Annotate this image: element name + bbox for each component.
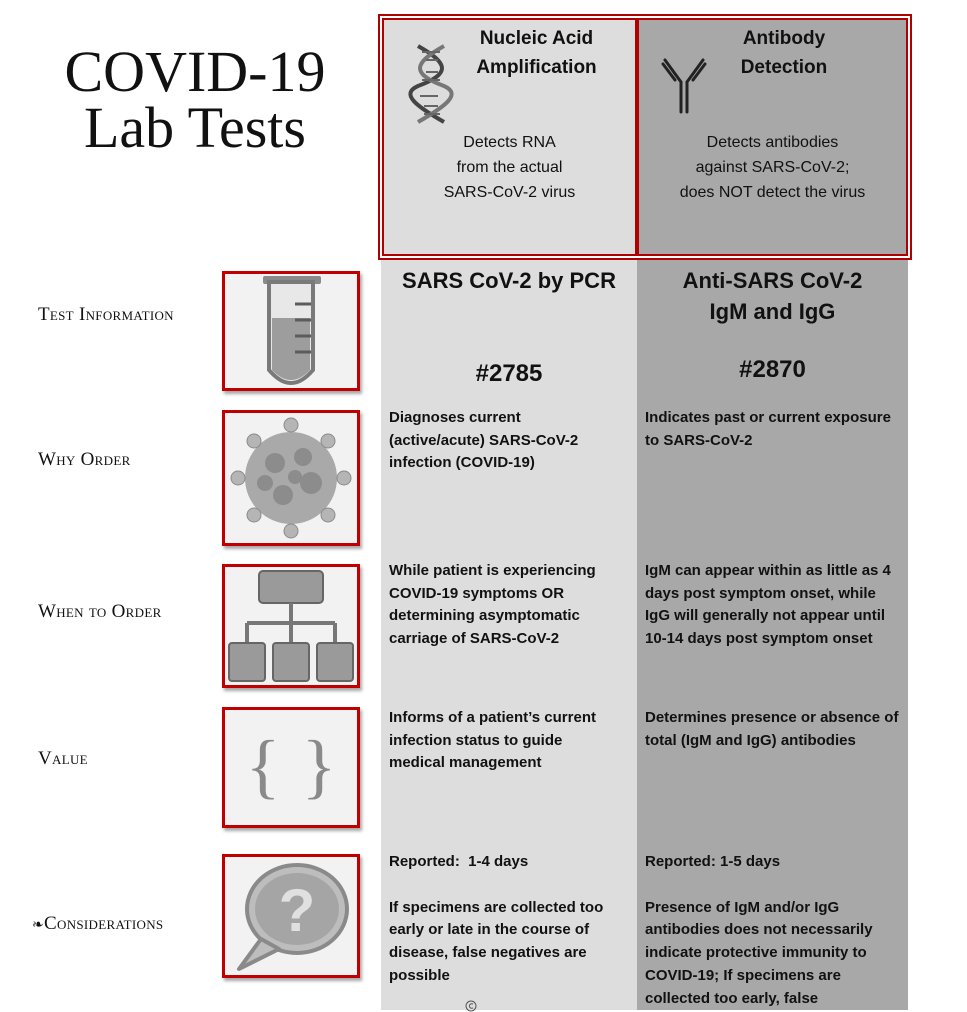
- question-bubble-icon: [225, 857, 357, 975]
- method-title-line-1: Antibody: [742, 28, 826, 49]
- title-line-1: COVID-19: [64, 39, 326, 104]
- test-name-line-1: Anti-SARS CoV-2: [682, 268, 863, 293]
- method-title-line-2: Detection: [740, 57, 828, 78]
- row-icon-considerations: [222, 854, 360, 978]
- method-desc-line: against SARS-CoV-2;: [695, 159, 850, 176]
- pcr-why-order-text: Diagnoses current (active/acute) SARS-CoV-2 infection (COVID-19): [389, 409, 579, 472]
- test-name-antibody: [637, 265, 908, 327]
- antibody-reported-time: Reported: 1-5 days: [645, 853, 781, 870]
- row-icon-value: [222, 707, 360, 828]
- svg-text:?: ?: [278, 877, 316, 944]
- pcr-reported-time: Reported: 1-4 days: [389, 853, 529, 870]
- svg-text:}: }: [301, 726, 337, 806]
- pcr-considerations: [389, 851, 621, 988]
- test-code-antibody: #2870: [739, 356, 806, 383]
- row-label-test-information: Test Information: [38, 304, 174, 325]
- method-desc-line: Detects RNA: [463, 134, 556, 151]
- test-name-pcr: [381, 265, 637, 296]
- row-icon-why-order: [222, 410, 360, 546]
- antibody-value-text: Determines presence or absence of total (IgM and IgG) antibodies: [645, 709, 899, 749]
- svg-text:{: {: [245, 726, 281, 806]
- test-tube-icon: [225, 274, 357, 388]
- method-box-antibody: [637, 18, 908, 256]
- row-label-why-order: Why Order: [38, 449, 131, 470]
- method-desc-line: Detects antibodies: [706, 134, 839, 151]
- row-label-value: Value: [38, 748, 88, 769]
- method-desc-line: from the actual: [456, 159, 563, 176]
- virus-icon: [225, 413, 357, 543]
- row-label-considerations: ❧Considerations: [32, 913, 164, 934]
- row-icon-when-to-order: [222, 564, 360, 688]
- pcr-considerations-text: If specimens are collected too early or late in the course of disease, false negatives are possible: [389, 898, 604, 984]
- title-line-2: Lab Tests: [83, 95, 306, 160]
- antibody-considerations: [645, 851, 900, 1010]
- flourish-glyph: ❧: [32, 918, 45, 933]
- org-chart-icon: [225, 567, 357, 685]
- method-desc-line: SARS-CoV-2 virus: [443, 184, 576, 201]
- test-name-line-2: IgM and IgG: [709, 299, 836, 324]
- copyright-mark-icon: [465, 1000, 477, 1012]
- antibody-when-to-order-text: IgM can appear within as little as 4 days post symptom onset, while IgG will generally not appear until 10-14 days post symptom onset: [645, 562, 891, 648]
- method-box-nucleic-acid: [382, 18, 637, 256]
- method-desc-line: does NOT detect the virus: [679, 184, 866, 201]
- braces-icon: [225, 710, 357, 825]
- test-name-line-1: SARS CoV-2 by PCR: [402, 268, 616, 293]
- method-title-line-1: Nucleic Acid: [479, 28, 594, 49]
- row-icon-test-information: [222, 271, 360, 391]
- test-code-pcr: #2785: [475, 360, 543, 387]
- pcr-value-text: Informs of a patient’s current infection status to guide medical management: [389, 709, 596, 772]
- method-title-line-2: Amplification: [476, 57, 597, 78]
- page-title: [30, 39, 360, 160]
- row-label-when-to-order: When to Order: [38, 601, 162, 622]
- antibody-considerations-text: Presence of IgM and/or IgG antibodies does not necessarily indicate protective immunity to COVID-19; If specimens are collected too early, false: [645, 898, 873, 1007]
- pcr-when-to-order-text: While patient is experiencing COVID-19 symptoms OR determining asymptomatic carriage of SARS-CoV-2: [389, 562, 596, 648]
- antibody-why-order-text: Indicates past or current exposure to SARS-CoV-2: [645, 409, 891, 449]
